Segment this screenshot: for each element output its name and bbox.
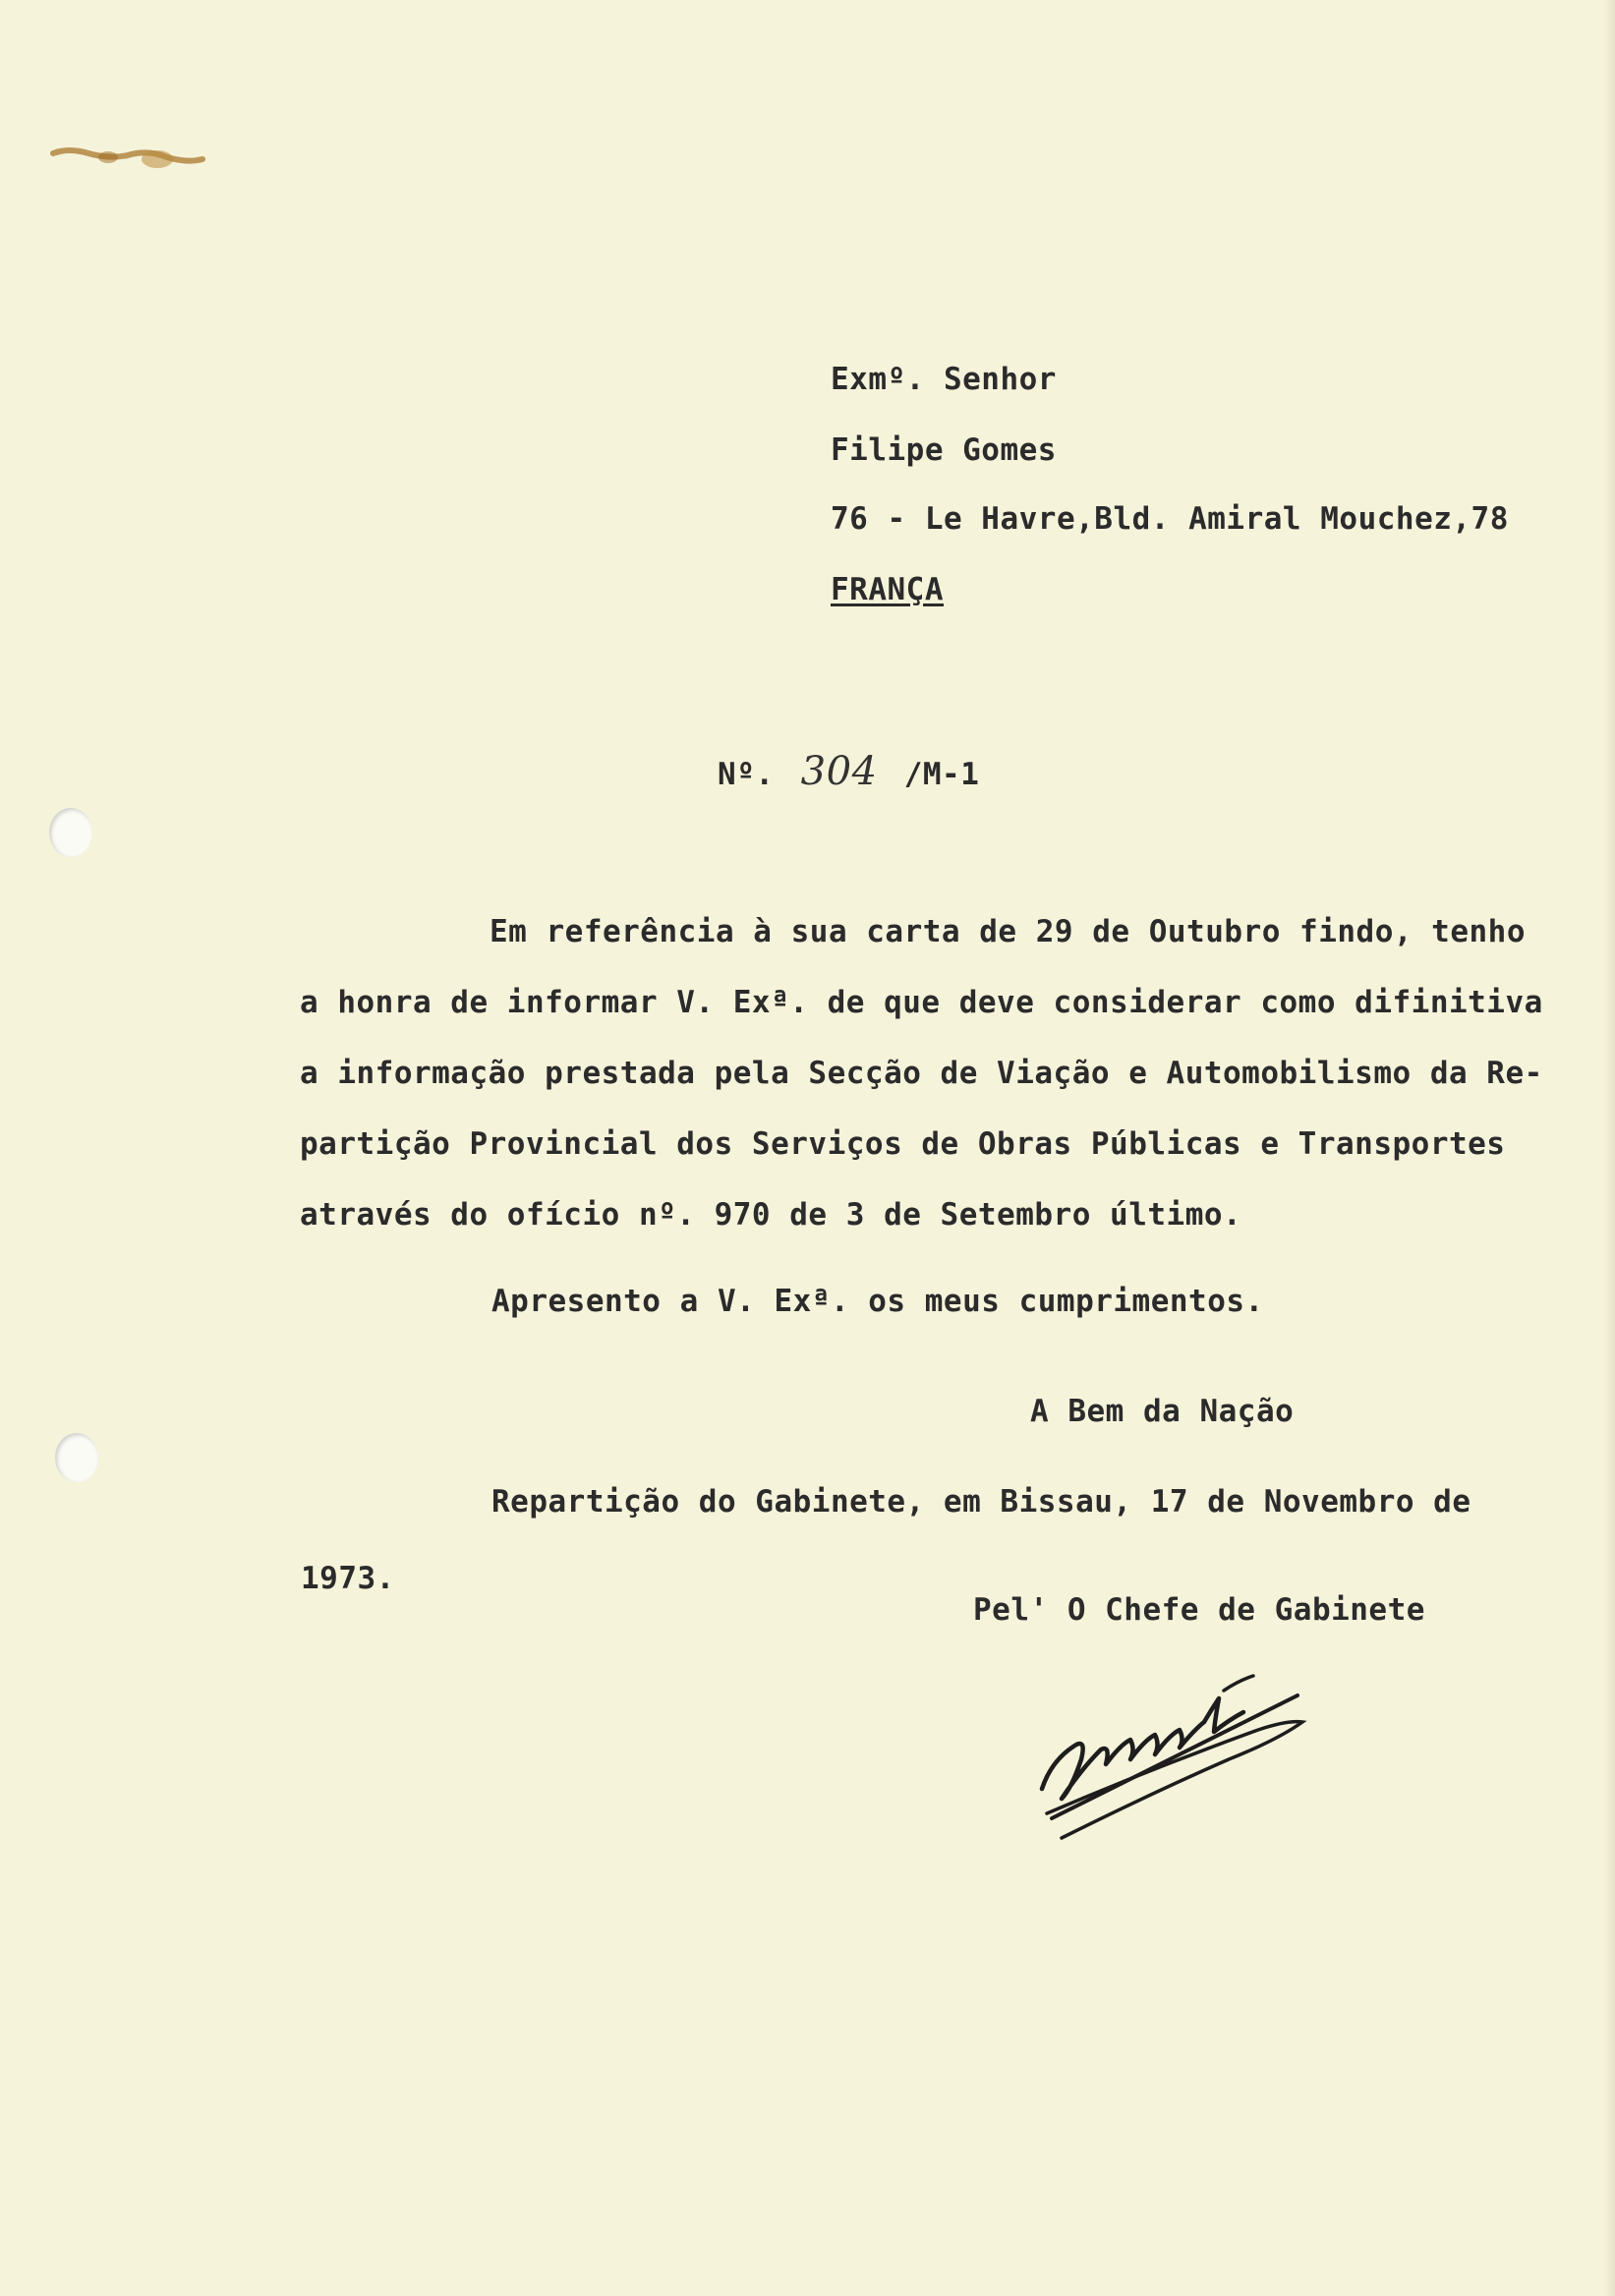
body-line: a honra de informar V. Exª. de que deve considerar como difinitiva	[300, 985, 1543, 1020]
punch-hole	[55, 1433, 98, 1482]
recipient-country: FRANÇA	[831, 572, 944, 607]
dateline-year: 1973.	[301, 1561, 395, 1596]
reference-prefix: Nº.	[718, 757, 775, 792]
dateline: Repartição do Gabinete, em Bissau, 17 de Novembro de	[491, 1484, 1471, 1520]
punch-hole	[49, 808, 92, 857]
closing-line: Apresento a V. Exª. os meus cumprimentos.	[491, 1284, 1264, 1319]
recipient-salutation: Exmº. Senhor	[831, 362, 1057, 397]
body-line: partição Provincial dos Serviços de Obras Públicas e Transportes	[300, 1126, 1506, 1162]
reference-number	[718, 749, 979, 794]
handwritten-signature	[1032, 1651, 1317, 1848]
rust-stain	[49, 140, 206, 179]
page-edge-shadow	[1603, 0, 1615, 2296]
motto: A Bem da Nação	[1030, 1394, 1295, 1429]
signer-title: Pel' O Chefe de Gabinete	[973, 1592, 1425, 1628]
recipient-name: Filipe Gomes	[831, 432, 1057, 468]
recipient-address: 76 - Le Havre,Bld. Amiral Mouchez,78	[831, 501, 1509, 537]
reference-suffix: /M-1	[903, 757, 980, 792]
body-line: através do ofício nº. 970 de 3 de Setembro último.	[300, 1197, 1242, 1233]
body-line: a informação prestada pela Secção de Viação e Automobilismo da Re-	[300, 1056, 1543, 1091]
reference-handwritten-number: 304	[800, 749, 878, 794]
body-line: Em referência à sua carta de 29 de Outubro findo, tenho	[490, 914, 1526, 949]
